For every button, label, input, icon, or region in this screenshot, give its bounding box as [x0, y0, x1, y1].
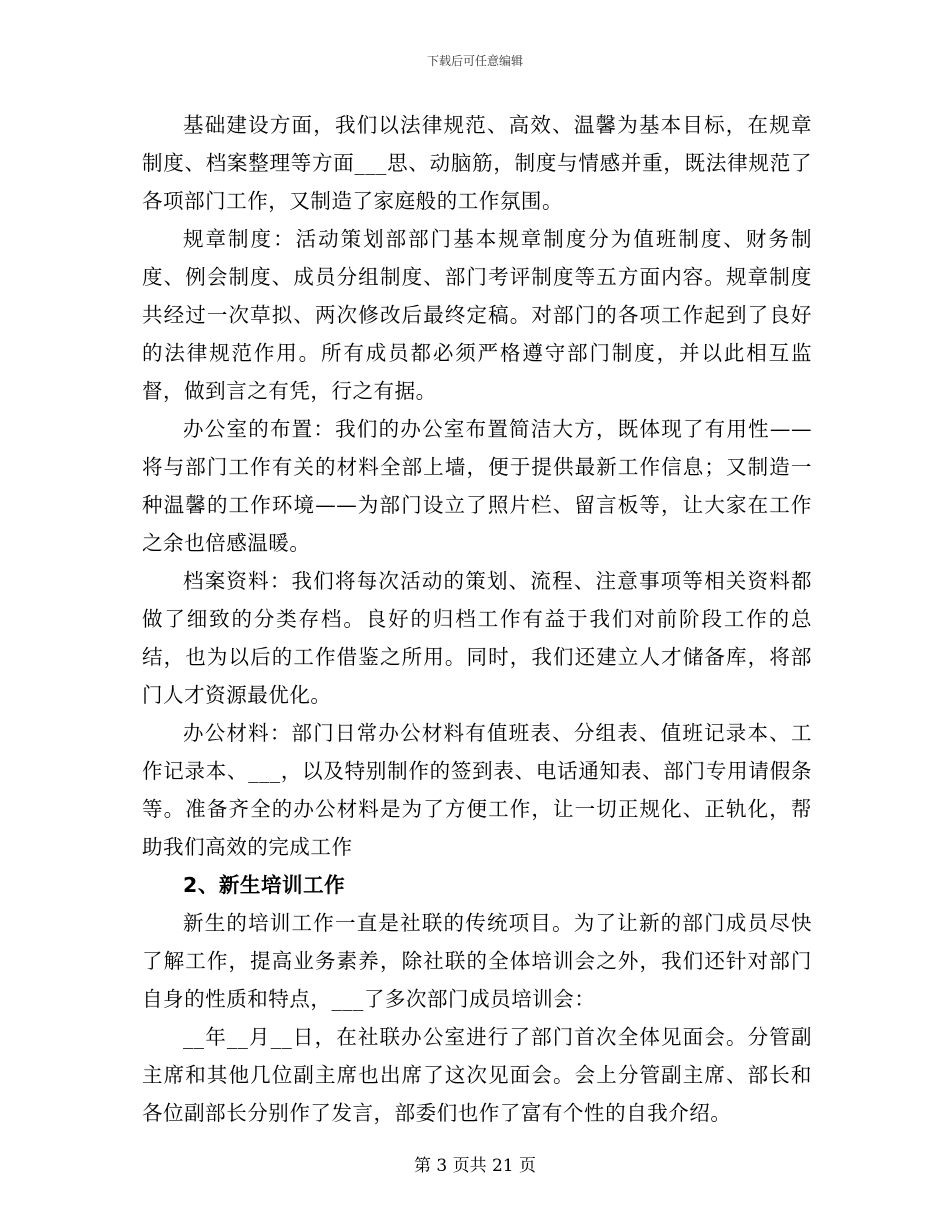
- paragraph-infrastructure: 基础建设方面，我们以法律规范、高效、温馨为基本目标，在规章制度、档案整理等方面___思、动脑筋，制度与情感并重，既法律规范了各项部门工作，又制造了家庭般的工作氛围。: [142, 113, 812, 213]
- paragraph-training-intro: 新生的培训工作一直是社联的传统项目。为了让新的部门成员尽快了解工作，提高业务素养，除社联的全体培训会之外，我们还针对部门自身的性质和特点，___了多次部门成员培训会：: [142, 911, 812, 1011]
- document-body: [142, 106, 812, 1132]
- section-heading-training: 2、新生培训工作: [183, 873, 346, 897]
- paragraph-office-layout: 办公室的布置：我们的办公室布置简洁大方，既体现了有用性——将与部门工作有关的材料全部上墙，便于提供最新工作信息；又制造一种温馨的工作环境——为部门设立了照片栏、留言板等，让大家在工作之余也倍感温暖。: [142, 417, 812, 555]
- page-number: 第 3 页共 21 页: [413, 1156, 537, 1176]
- paragraph-first-meeting: __年__月__日，在社联办公室进行了部门首次全体见面会。分管副主席和其他几位副主席也出席了这次见面会。会上分管副主席、部长和各位副部长分别作了发言，部委们也作了富有个性的自我介绍。: [142, 1025, 812, 1125]
- paragraph-archives: 档案资料：我们将每次活动的策划、流程、注意事项等相关资料都做了细致的分类存档。良好的归档工作有益于我们对前阶段工作的总结，也为以后的工作借鉴之所用。同时，我们还建立人才储备库，将部门人才资源最优化。: [142, 569, 812, 707]
- paragraph-office-materials: 办公材料：部门日常办公材料有值班表、分组表、值班记录本、工作记录本、___，以及特别制作的签到表、电话通知表、部门专用请假条等。准备齐全的办公材料是为了方便工作，让一切正规化、正轨化，帮助我们高效的完成工作: [142, 721, 812, 859]
- paragraph-rules: 规章制度：活动策划部部门基本规章制度分为值班制度、财务制度、例会制度、成员分组制度、部门考评制度等五方面内容。规章制度共经过一次草拟、两次修改后最终定稿。对部门的各项工作起到了良好的法律规范作用。所有成员都必须严格遵守部门制度，并以此相互监督，做到言之有凭，行之有据。: [142, 227, 812, 403]
- page-header: 下载后可任意编辑: [426, 54, 523, 68]
